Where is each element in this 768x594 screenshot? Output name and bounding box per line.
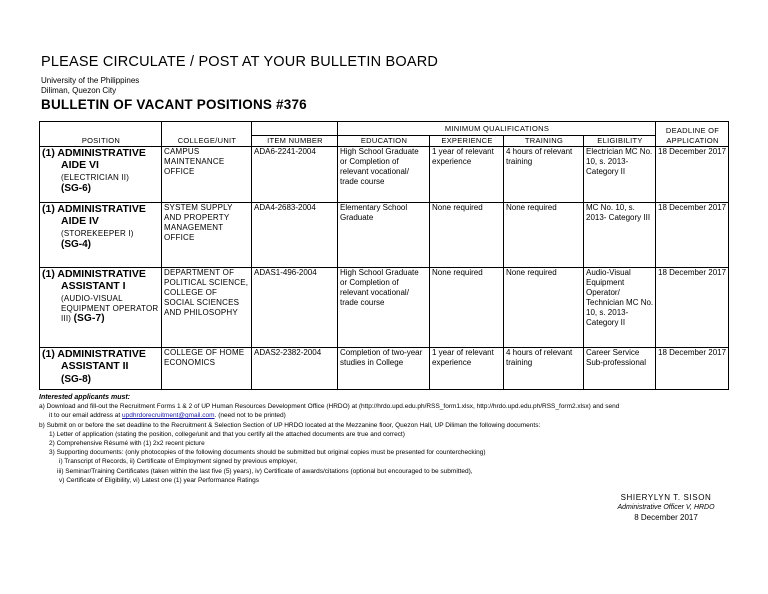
education-cell: High School Graduate or Completion of relevant vocational/ trade course: [338, 268, 430, 348]
salary-grade: (SG-4): [61, 239, 91, 250]
college-unit-cell: DEPARTMENT OF POLITICAL SCIENCE, COLLEGE OF SOCIAL SCIENCES AND PHILOSOPHY: [162, 268, 252, 348]
experience-cell: None required: [430, 203, 504, 268]
instruction-b1: 1) Letter of application (stating the position, college/unit and that you certify all the attached documents are true and correct): [49, 430, 405, 438]
position-subtitle: (ELECTRICIAN II): [61, 173, 130, 182]
instruction-b2: 2) Comprehensive Résumé with (1) 2x2 recent picture: [49, 440, 205, 448]
training-cell: None required: [504, 203, 584, 268]
eligibility-cell: Electrician MC No. 10, s. 2013- Category II: [584, 147, 656, 203]
deadline-cell: 18 December 2017: [656, 348, 729, 390]
deadline-header-line1: DEADLINE OF: [665, 126, 720, 135]
deadline-cell: 18 December 2017: [656, 203, 729, 268]
eligibility-cell: Audio-Visual Equipment Operator/ Technician MC No. 10, s. 2013- Category II: [584, 268, 656, 348]
col-header-min-qual: MINIMUM QUALIFICATIONS: [338, 122, 656, 136]
col-header-experience: EXPERIENCE: [430, 136, 504, 147]
col-header-eligibility: ELIGIBILITY: [584, 136, 656, 147]
salary-grade: (SG-6): [61, 183, 91, 194]
vacancies-table: [39, 121, 729, 390]
position-title: (1) ADMINISTRATIVE: [42, 348, 146, 360]
instruction-a-pre: it to our email address at: [49, 412, 121, 420]
position-title: (1) ADMINISTRATIVE: [42, 147, 146, 159]
position-title-line2: AIDE IV: [61, 215, 99, 227]
col-header-education: EDUCATION: [338, 136, 430, 147]
instruction-b3: 3) Supporting documents: (only photocopies of the following documents should be submitted but original copies must be presented for counterchecking): [49, 449, 486, 457]
position-title: (1) ADMINISTRATIVE: [42, 203, 146, 215]
col-header-college-unit: COLLEGE/UNIT: [162, 122, 252, 147]
col-header-position: POSITION: [40, 122, 162, 147]
item-number-cell: ADAS2-2382-2004: [252, 348, 338, 390]
deadline-cell: 18 December 2017: [656, 147, 729, 203]
item-number-cell: ADA6-2241-2004: [252, 147, 338, 203]
eligibility-cell: Career Service Sub-professional: [584, 348, 656, 390]
table-row: [40, 348, 729, 390]
position-title-line2: ASSISTANT II: [61, 360, 129, 372]
table-row: [40, 147, 729, 203]
position-title-line2: ASSISTANT I: [61, 280, 126, 292]
training-cell: 4 hours of relevant training: [504, 147, 584, 203]
college-unit-cell: SYSTEM SUPPLY AND PROPERTY MANAGEMENT OFFICE: [162, 203, 252, 268]
position-cell: [40, 348, 162, 390]
table-row: [40, 268, 729, 348]
deadline-header-line2: APPLICATION: [666, 136, 719, 145]
eligibility-cell: MC No. 10, s. 2013- Category III: [584, 203, 656, 268]
education-cell: Completion of two-year studies in College: [338, 348, 430, 390]
university-location: Diliman, Quezon City: [41, 85, 117, 95]
instruction-a: a) Download and fill-out the Recruitment Forms 1 & 2 of UP Human Resources Development Office (HRDO) at (http://hrdo.upd.edu.ph/RSS_form1.xlsx, http://hrdo.upd.edu.ph/RSS_form2.xlsx) and send: [39, 403, 620, 411]
education-cell: Elementary School Graduate: [338, 203, 430, 268]
position-subtitle: [42, 294, 160, 324]
position-subtitle-text: (AUDIO-VISUAL EQUIPMENT OPERATOR III): [61, 294, 159, 323]
university-block: [41, 76, 139, 95]
salary-grade: (SG-8): [61, 374, 91, 385]
header-blank: [252, 122, 338, 136]
position-cell: [40, 147, 162, 203]
col-header-deadline: [656, 122, 729, 147]
experience-cell: None required: [430, 268, 504, 348]
experience-cell: 1 year of relevant experience: [430, 147, 504, 203]
experience-cell: 1 year of relevant experience: [430, 348, 504, 390]
signatory-name: SHIERYLYN T. SISON: [620, 493, 712, 502]
item-number-cell: ADAS1-496-2004: [252, 268, 338, 348]
position-cell: [40, 268, 162, 348]
bulletin-title: BULLETIN OF VACANT POSITIONS #376: [41, 97, 307, 112]
header-row-1: [40, 122, 729, 136]
recruitment-email-link[interactable]: updhrdorecruitment@gmail.com: [122, 412, 215, 420]
college-unit-cell: COLLEGE OF HOME ECONOMICS: [162, 348, 252, 390]
university-name: University of the Philippines: [41, 76, 140, 85]
signature-date: 8 December 2017: [634, 513, 698, 522]
signature-block: [596, 493, 736, 523]
instruction-a-post: . (need not to be printed): [214, 412, 286, 420]
position-subtitle: (STOREKEEPER I): [61, 229, 134, 238]
position-cell: [40, 203, 162, 268]
instruction-b3-v: v) Certificate of Eligibility, vi) Latest one (1) year Performance Ratings: [59, 476, 260, 484]
application-instructions: [39, 393, 719, 485]
signatory-role: Administrative Officer V, HRDO: [617, 504, 715, 511]
col-header-training: TRAINING: [504, 136, 584, 147]
col-header-item-number: ITEM NUMBER: [252, 136, 338, 147]
instructions-intro: Interested applicants must:: [39, 394, 131, 401]
item-number-cell: ADA4-2683-2004: [252, 203, 338, 268]
instruction-a-email-line: [39, 411, 719, 420]
table-row: [40, 203, 729, 268]
training-cell: 4 hours of relevant training: [504, 348, 584, 390]
deadline-cell: 18 December 2017: [656, 268, 729, 348]
circulate-heading: PLEASE CIRCULATE / POST AT YOUR BULLETIN BOARD: [41, 54, 439, 70]
instruction-b: b) Submit on or before the set deadline to the Recruitment & Selection Section of UP HRDO located at the Mezzanine floor, Quezon Hall, UP Diliman the following documents:: [39, 421, 541, 429]
college-unit-cell: CAMPUS MAINTENANCE OFFICE: [162, 147, 252, 203]
instruction-b3-i: i) Transcript of Records, ii) Certificate of Employment signed by previous employer,: [59, 458, 298, 466]
position-title-line2: AIDE VI: [61, 159, 99, 171]
position-title: (1) ADMINISTRATIVE: [42, 268, 146, 280]
education-cell: High School Graduate or Completion of relevant vocational/ trade course: [338, 147, 430, 203]
training-cell: None required: [504, 268, 584, 348]
instruction-b3-iii: iii) Seminar/Training Certificates (taken within the last five (5) years), iv) Certificate of awards/citations (optional but encouraged to be submitted),: [57, 467, 473, 475]
salary-grade: (SG-7): [73, 313, 105, 324]
